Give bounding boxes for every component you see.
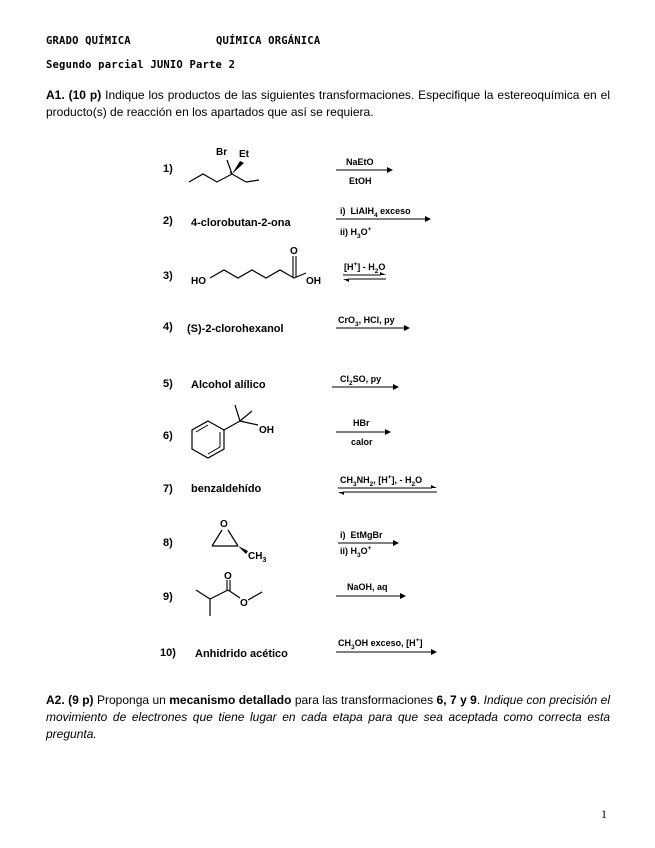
- reaction-number-8: 8): [163, 537, 173, 549]
- a1-text: Indique los productos de las siguientes transformaciones. Especifique la estereoquímica en el producto(s) de reacción en los apartados que así se requiera.: [46, 88, 610, 119]
- atom-carbonyl-o: O: [224, 571, 232, 582]
- exam-title: Segundo parcial JUNIO Parte 2: [46, 59, 236, 71]
- reagent-above-4: CrO$_3$, HCl, py: [338, 315, 395, 328]
- substrate-4: (S)-2-clorohexanol: [187, 323, 284, 335]
- a2-italic-text: Indique con precisión el movimiento de electrones que tiene lugar en cada etapa para que sea aceptada como correcta esta pregunta.: [46, 693, 611, 741]
- reaction-number-5: 5): [163, 378, 173, 390]
- reaction-number-1: 1): [163, 163, 173, 175]
- reaction-number-2: 2): [163, 215, 173, 227]
- reagent-below-8: ii) $H_3O^+$: [340, 545, 372, 559]
- substrate-2: 4-clorobutan-2-ona: [191, 217, 291, 229]
- arrow-4: [336, 324, 411, 332]
- a2-numbers: 6, 7 y 9: [436, 693, 477, 707]
- a2-bold-phrase: mecanismo detallado: [169, 693, 292, 707]
- structure-phenyl-propanol: [186, 399, 282, 465]
- atom-ho: HO: [191, 276, 206, 287]
- atom-ester-o: O: [240, 598, 248, 609]
- structure-methyl-epoxide: [206, 517, 274, 563]
- atom-o: O: [290, 246, 298, 257]
- atom-o: O: [220, 519, 228, 530]
- equilibrium-arrow-7: [338, 485, 438, 495]
- reagent-above-1: NaEtO: [346, 157, 374, 167]
- substrate-7: benzaldehído: [191, 483, 262, 495]
- a1-label: A1.: [46, 88, 65, 102]
- structure-hydroxy-acid: [188, 244, 328, 290]
- reaction-number-4: 4): [163, 321, 173, 333]
- arrow-6: [336, 428, 392, 436]
- structure-bromo-ethyl-alkane: [185, 140, 275, 190]
- atom-br: Br: [216, 147, 228, 158]
- arrow-9: [336, 592, 407, 600]
- reaction-number-7: 7): [163, 483, 173, 495]
- arrow-10: [336, 648, 438, 656]
- reaction-number-6: 6): [163, 430, 173, 442]
- reaction-number-10: 10): [160, 647, 176, 659]
- subject-title: QUÍMICA ORGÁNICA: [216, 35, 321, 47]
- a2-text-2: para las transformaciones: [294, 693, 434, 707]
- arrow-1: [336, 166, 394, 174]
- a2-text-1: Proponga un: [97, 693, 166, 707]
- reagent-above-3: $[H^+] - H_2O$: [344, 261, 386, 275]
- atom-ch3: $CH_3$: [248, 551, 267, 563]
- page-number: 1: [601, 807, 607, 821]
- reagent-below-6: calor: [351, 437, 373, 447]
- atom-et: Et: [239, 149, 249, 160]
- reagent-above-6: HBr: [353, 418, 370, 428]
- substrate-5: Alcohol alílico: [191, 379, 266, 391]
- degree-title: GRADO QUÍMICA: [46, 35, 131, 47]
- a2-label: A2.: [46, 693, 65, 707]
- reagent-above-10: $CH_3OH$ exceso, [H+]: [338, 637, 423, 651]
- arrow-2: [336, 215, 432, 223]
- structure-methyl-isobutyrate: [190, 570, 276, 626]
- reagent-above-7: $CH_3NH_2$, [H+], - $H_2O$: [340, 474, 423, 488]
- reagent-above-8: i) EtMgBr: [340, 530, 383, 540]
- reagent-below-1: EtOH: [349, 176, 372, 186]
- atom-oh: OH: [259, 425, 274, 436]
- substrate-10: Anhidrido acético: [195, 648, 288, 660]
- reaction-number-9: 9): [163, 591, 173, 603]
- a1-points: (10 p): [68, 88, 102, 102]
- a2-points: (9 p): [68, 693, 94, 707]
- question-a2: A2. (9 p) Proponga un mecanismo detallado para las transformaciones 6, 7 y 9. Indique con precisión el movimiento de electrones que tiene lugar en cada etapa para que sea aceptada como correcta esta pregunta.: [46, 693, 611, 741]
- reagent-below-2: ii) $H_3O^+$: [340, 226, 372, 240]
- atom-oh: OH: [306, 276, 321, 287]
- reagent-above-9: NaOH, aq: [347, 582, 388, 592]
- equilibrium-arrow-3: [343, 272, 387, 282]
- arrow-5: [332, 383, 400, 391]
- reagent-above-2: i) LiAlH$_4$ exceso: [340, 206, 411, 219]
- reaction-number-3: 3): [163, 270, 173, 282]
- reagent-above-5: $Cl_2SO$, py: [340, 374, 382, 387]
